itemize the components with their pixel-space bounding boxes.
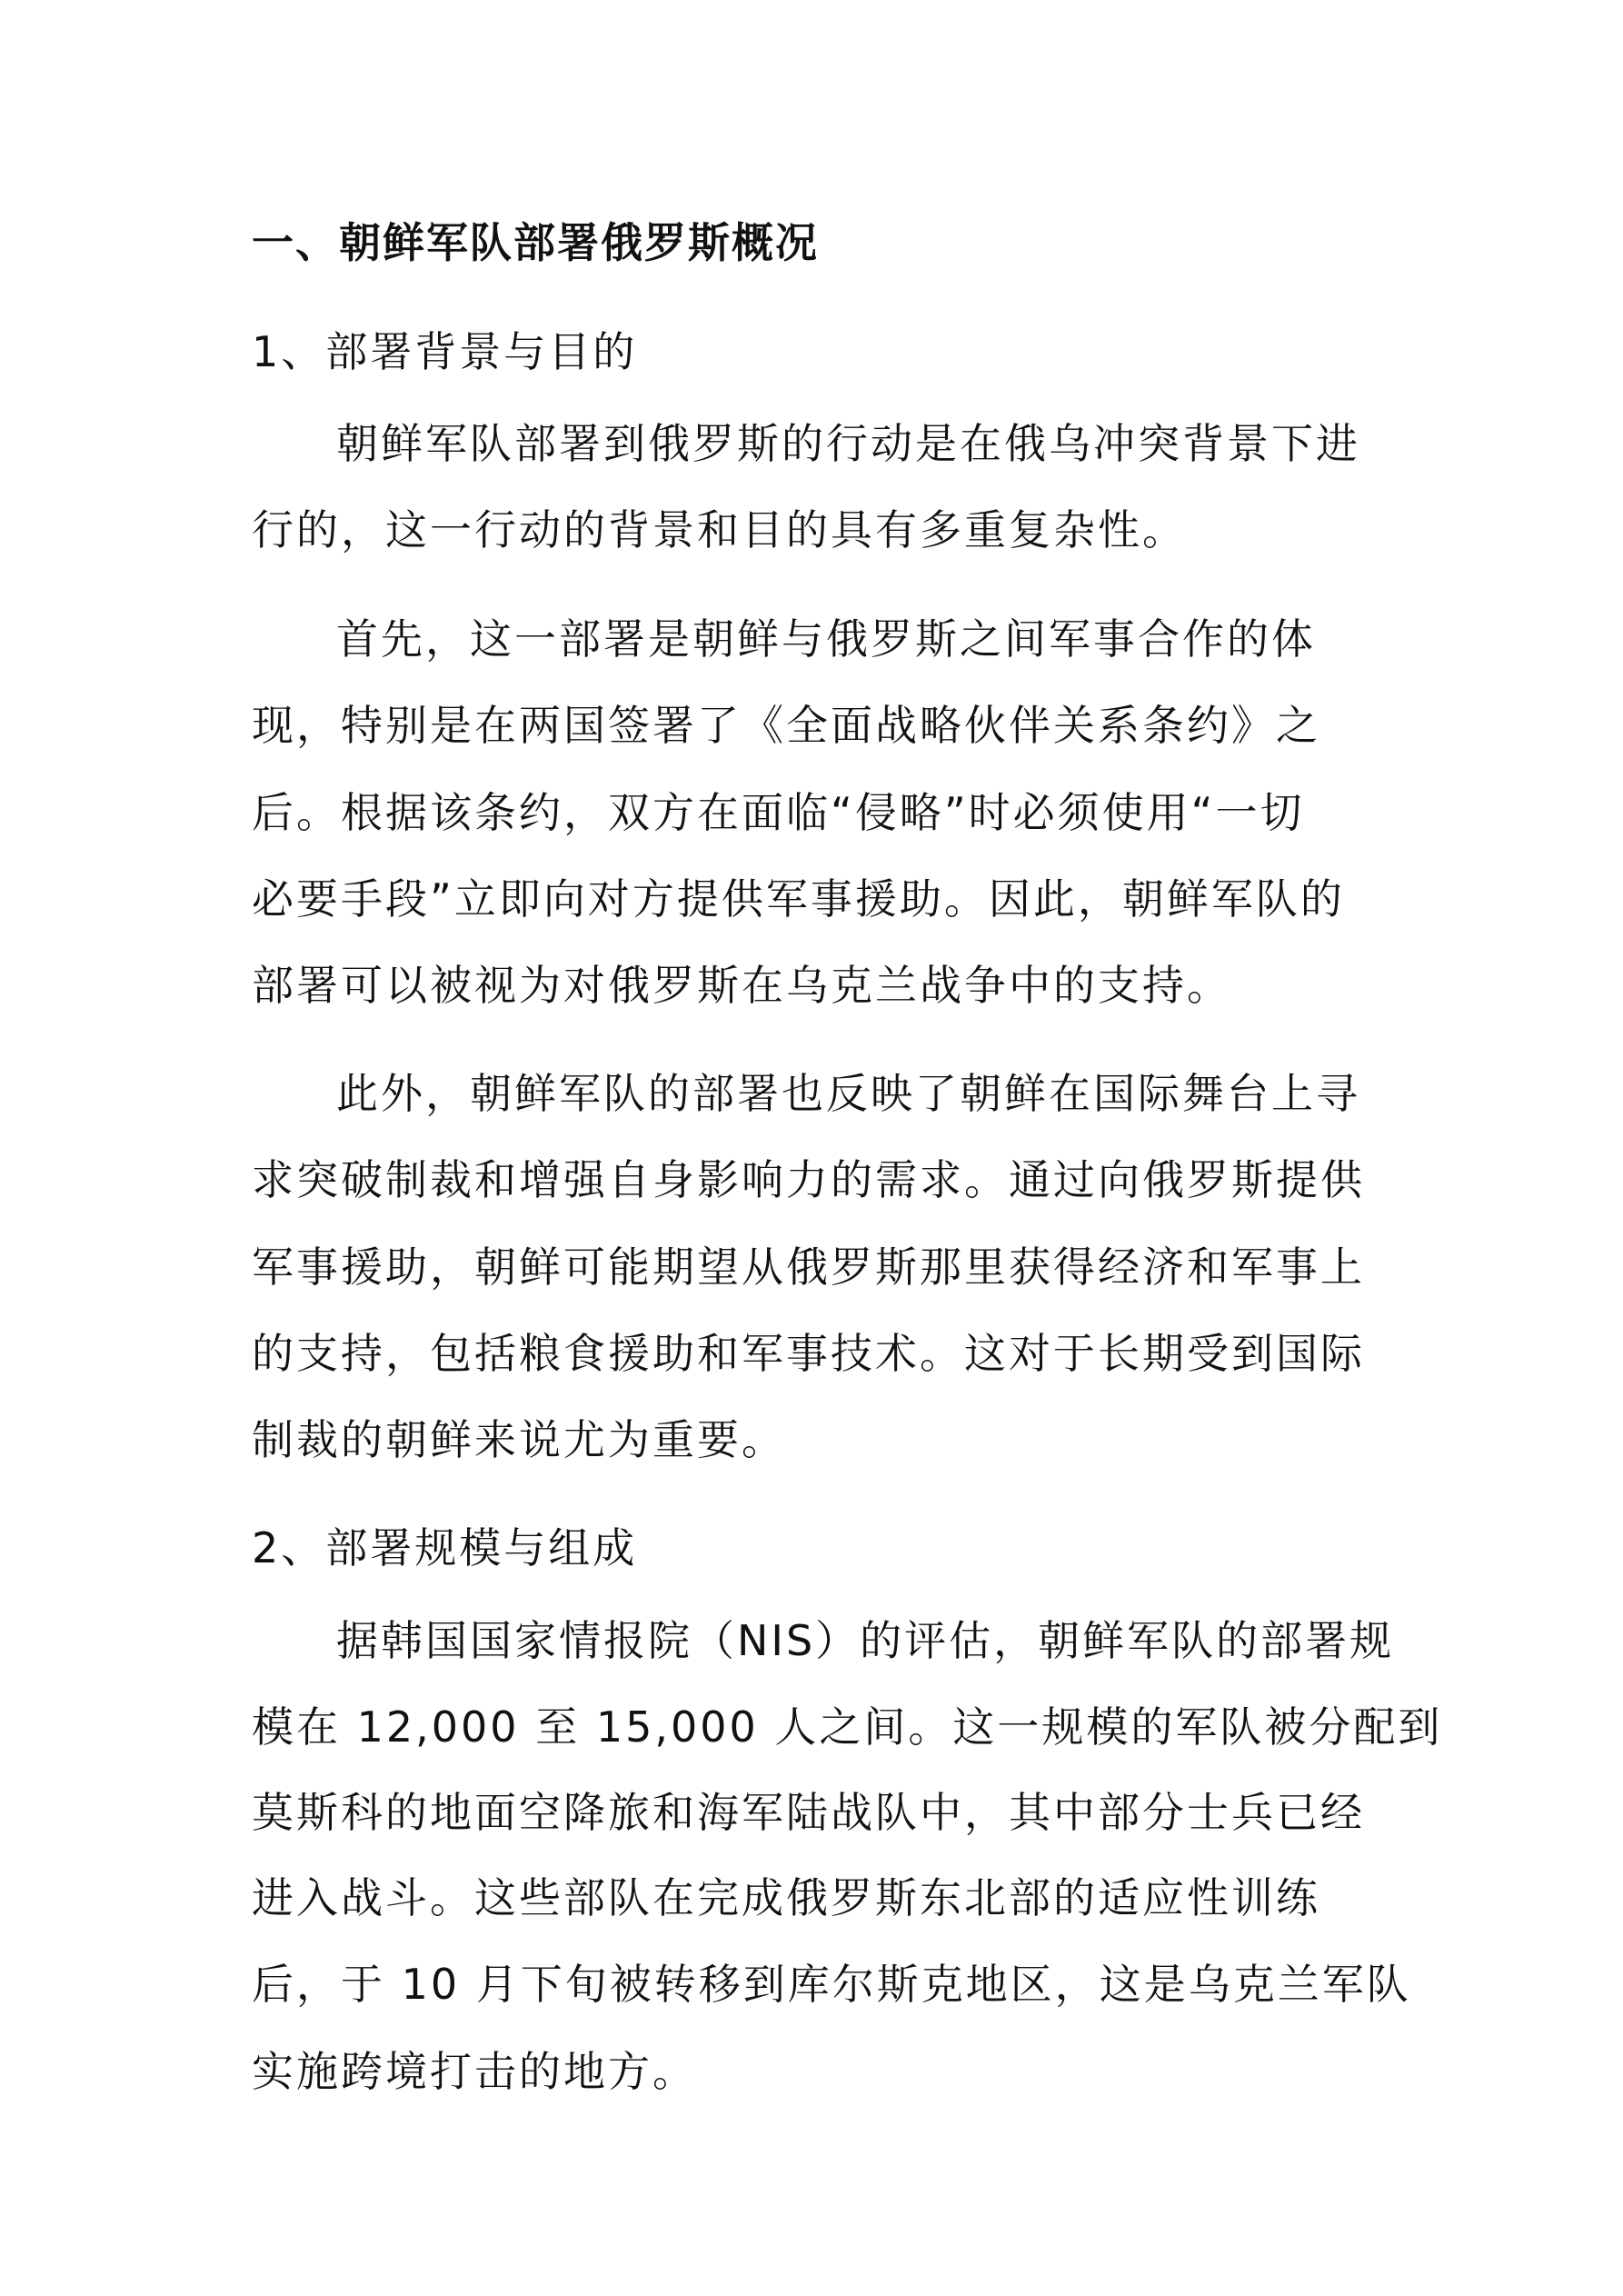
paragraph-line: 据韩国国家情报院（NIS）的评估，朝鲜军队的部署规 <box>336 1616 1395 1665</box>
paragraph-line: 模在 12,000 至 15,000 人之间。这一规模的军队被分配到 <box>252 1702 1443 1752</box>
paragraph-line: 军事援助，朝鲜可能期望从俄罗斯那里获得经济和军事上 <box>252 1243 1365 1292</box>
paragraph-line: 实施跨境打击的地方。 <box>252 2047 697 2096</box>
paragraph-line: 莫斯科的地面空降旅和海军陆战队中，其中部分士兵已经 <box>252 1788 1365 1837</box>
paragraph-line: 现，特别是在两国签署了《全面战略伙伴关系条约》之 <box>252 701 1320 750</box>
paragraph-line: 部署可以被视为对俄罗斯在乌克兰战争中的支持。 <box>252 961 1231 1010</box>
paragraph-line: 求突破制裁和增强自身影响力的需求。通过向俄罗斯提供 <box>252 1155 1365 1204</box>
paragraph-line: 进入战斗。这些部队在完成俄罗斯东北部的适应性训练 <box>252 1873 1320 1922</box>
paragraph-line: 必要手段”立即向对方提供军事援助。因此，朝鲜军队的 <box>252 874 1345 923</box>
paragraph-line: 后。根据该条约，双方在面临“侵略”时必须使用“一切 <box>252 788 1305 837</box>
paragraph-line: 制裁的朝鲜来说尤为重要。 <box>252 1415 786 1464</box>
paragraph-line: 首先，这一部署是朝鲜与俄罗斯之间军事合作的体 <box>336 614 1316 664</box>
paragraph-line: 后，于 10 月下旬被转移到库尔斯克地区，这是乌克兰军队 <box>252 1960 1411 2009</box>
paragraph-line: 的支持，包括粮食援助和军事技术。这对于长期受到国际 <box>252 1329 1365 1378</box>
paragraph-line: 朝鲜军队部署到俄罗斯的行动是在俄乌冲突背景下进 <box>336 419 1360 468</box>
subsection-title-2: 2、部署规模与组成 <box>252 1523 638 1572</box>
paragraph-line: 行的，这一行动的背景和目的具有多重复杂性。 <box>252 505 1187 554</box>
section-title: 一、朝鲜军队部署俄罗斯概况 <box>252 218 819 267</box>
subsection-title-1: 1、部署背景与目的 <box>252 327 638 376</box>
paragraph-line: 此外，朝鲜军队的部署也反映了朝鲜在国际舞台上寻 <box>336 1069 1360 1118</box>
